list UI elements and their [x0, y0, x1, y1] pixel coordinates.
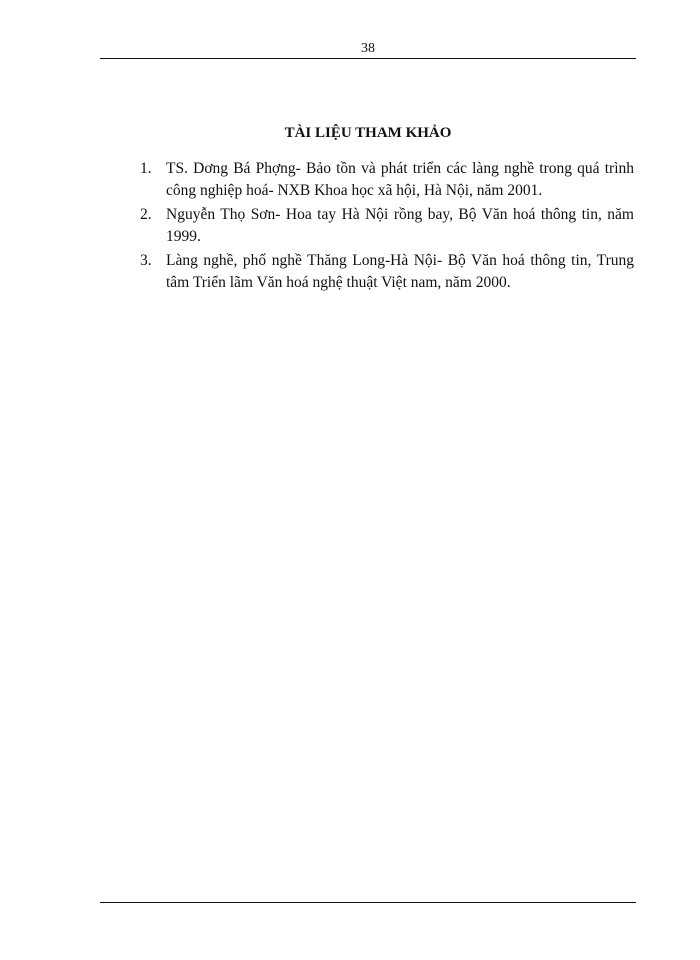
reference-text: TS. Dơng Bá Phợng- Bảo tồn và phát triển các làng nghề trong quá trình công nghiệp hoá- NXB Khoa học xã hội, Hà Nội, năm 2001.: [166, 160, 634, 199]
reference-list: [140, 158, 634, 296]
header-rule: [100, 58, 636, 59]
reference-item-2: [140, 204, 634, 248]
page-number: 38: [361, 41, 375, 56]
reference-text: Làng nghề, phố nghề Thăng Long-Hà Nội- Bộ Văn hoá thông tin, Trung tâm Triển lãm Văn hoá nghệ thuật Việt nam, năm 2000.: [166, 252, 634, 291]
footer-rule: [100, 902, 636, 903]
reference-number: 3.: [140, 252, 152, 269]
references-heading: TÀI LIỆU THAM KHẢO: [284, 125, 452, 141]
reference-item-1: [140, 158, 634, 202]
reference-number: 1.: [140, 160, 152, 177]
reference-item-3: [140, 250, 634, 294]
reference-text: Nguyễn Thọ Sơn- Hoa tay Hà Nội rồng bay, Bộ Văn hoá thông tin, năm 1999.: [166, 206, 634, 245]
reference-number: 2.: [140, 206, 152, 223]
